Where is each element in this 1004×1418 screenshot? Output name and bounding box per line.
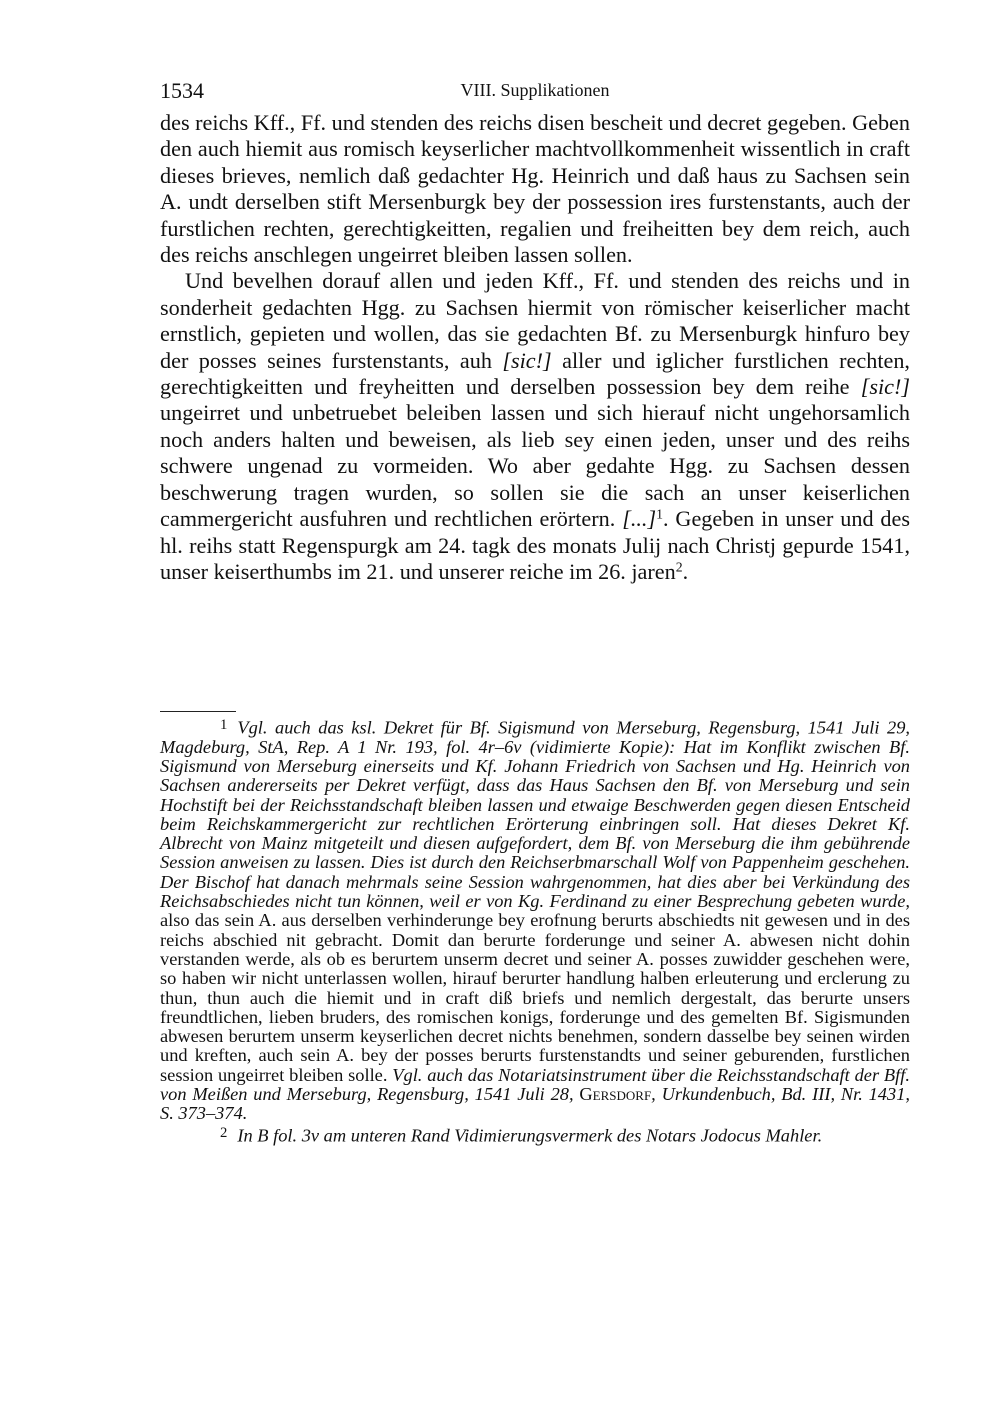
text-run: Und bevelhen dorauf allen und jeden Kff., Ff. und stenden des reichs und in sonderheit gedachten Hgg. zu Sachsen hiermit von römischer keiserlicher macht ernstlich, gepieten und wollen, das sie gedachten Bf. zu Mersenburgk hinfuro bey der posses seines furstenstants, auh (160, 268, 910, 373)
text-run: ungeirret und unbetruebet beleiben lassen und sich hierauf nicht ungehorsamlich noch anders halten und beweisen, als lieb sey einen jeden, unser und des reihs schwere ungenad zu vormeiden. Wo aber gedahte Hgg. zu Sachsen dessen beschwerung tragen wurden, so sollen sie die sach an unser keiserlichen cammergericht ausfuhren und rechtlichen erörtern. (160, 400, 910, 532)
main-text (160, 110, 910, 585)
footnote-ref-1[interactable]: 1 (656, 506, 663, 522)
footnote-text-italic: , Urkundenbuch, Bd. III, Nr. 1431, S. 373–374. (160, 1084, 910, 1124)
footnote-text-quote: also das sein A. aus derselben verhinderunge bey erofnung berurts abschiedts nit gewesen und in des reichs abschied nit gebracht. Domit dan berurte forderunge und seiner A. abwesen nicht dohin verstanden werde, als ob es berurtem unserm decret und seiner A. posses zuwidder geschehen were, so haben wir nicht unterlassen wollen, hirauf berurter handlung halben erleuterung und erclerung zu thun, thun auch die hiemit und in craft diß briefs und nemlich dergestalt, das berurte unsers freundtlichen, lieben bruders, des romischen konigs, forderunge und des gemelten Bf. Sigismunden abwesen berurtem unserm keyserlichen decret nichts benehmen, sondern dasselbe bey seinen wirden und kreften, auch sein A. bey der posses berurts furstenstandts und seiner geburenden, furstlichen session ungeirret bleiben solle. (160, 910, 910, 1085)
editorial-sic: [sic!] (860, 374, 910, 400)
footnote-number: 1 (220, 717, 228, 733)
author-name: Gersdorf (573, 1084, 652, 1105)
footnote-2 (160, 1124, 910, 1146)
text-run: . Gegeben in unser und des hl. reihs statt Regenspurgk am 24. tagk des monats Julij nach Christj gepurde 1541, unser keiserthumbs im 21. und unserer reiche im 26. jaren (160, 506, 910, 584)
paragraph-1: des reichs Kff., Ff. und stenden des reichs disen bescheit und decret gegeben. Geben den auch hiemit aus romisch keyserlicher machtvollkommenheit wissentlich in craft dieses brieves, nemlich daß gedachter Hg. Heinrich und daß haus zu Sachsen sein A. undt derselben stift Mersenburgk bey der possession ires furstenstants, auch der furstlichen rechten, gerechtigkeitten, regalien und freiheitten bey dem reich, auch des reichs anschlegen ungeirret bleiben lassen sollen. (160, 110, 910, 268)
footnote-number: 2 (220, 1124, 228, 1141)
footnote-1 (160, 716, 910, 1124)
footnotes (160, 711, 910, 1145)
running-head (160, 78, 910, 108)
footnote-divider (160, 711, 236, 712)
document-page (160, 78, 910, 1146)
chapter-title: VIII. Supplikationen (460, 80, 610, 100)
editorial-ellipsis: [...] (622, 506, 657, 532)
text-run: aller und iglicher furstlichen rechten, gerechtigkeitten und freyheitten und derselben possession bey dem reihe (160, 347, 910, 400)
page-number: 1534 (160, 78, 204, 103)
text-run: . (682, 558, 689, 584)
footnote-text-italic: Vgl. auch das Notariatsinstrument über die Reichsstandschaft der Bff. von Meißen und Merseburg, Regensburg, 1541 Juli 28, (160, 1064, 910, 1105)
footnote-text-italic: In B fol. 3v am unteren Rand Vidimierungsvermerk des Notars Jodocus Mahler. (237, 1125, 823, 1146)
footnote-text-italic: Vgl. auch das ksl. Dekret für Bf. Sigismund von Merseburg, Regensburg, 1541 Juli 29, Magdeburg, StA, Rep. A 1 Nr. 193, fol. 4r–6v (vidimierte Kopie): Hat im Konflikt zwischen Bf. Sigismund von Merseburg einerseits und Kf. Johann Friedrich von Sachsen und Hg. Heinrich von Sachsen andererseits per Dekret verfügt, dass das Haus Sachsen den Bf. von Merseburg und sein Hochstift bei der Reichsstandschaft bleiben lassen und etwaige Beschwerden gegen diesen Entscheid beim Reichskammergericht zur rechtlichen Erörterung einbringen soll. Hat dieses Dekret Kf. Albrecht von Mainz mitgeteilt und diesen aufgefordert, dem Bf. von Merseburg die ihm gebührende Session anweisen zu lassen. Dies ist durch den Reichserbmarschall Wolf von Pappenheim geschehen. Der Bischof hat danach mehrmals seine Session wahrgenommen, hat dies aber bei Verkündung des Reichsabschiedes nicht tun können, weil er von Kg. Ferdinand zu einer Besprechung gebeten wurde, (160, 717, 910, 912)
editorial-sic: [sic!] (502, 347, 552, 373)
footnote-ref-2[interactable]: 2 (675, 559, 683, 575)
paragraph-2 (160, 268, 910, 585)
